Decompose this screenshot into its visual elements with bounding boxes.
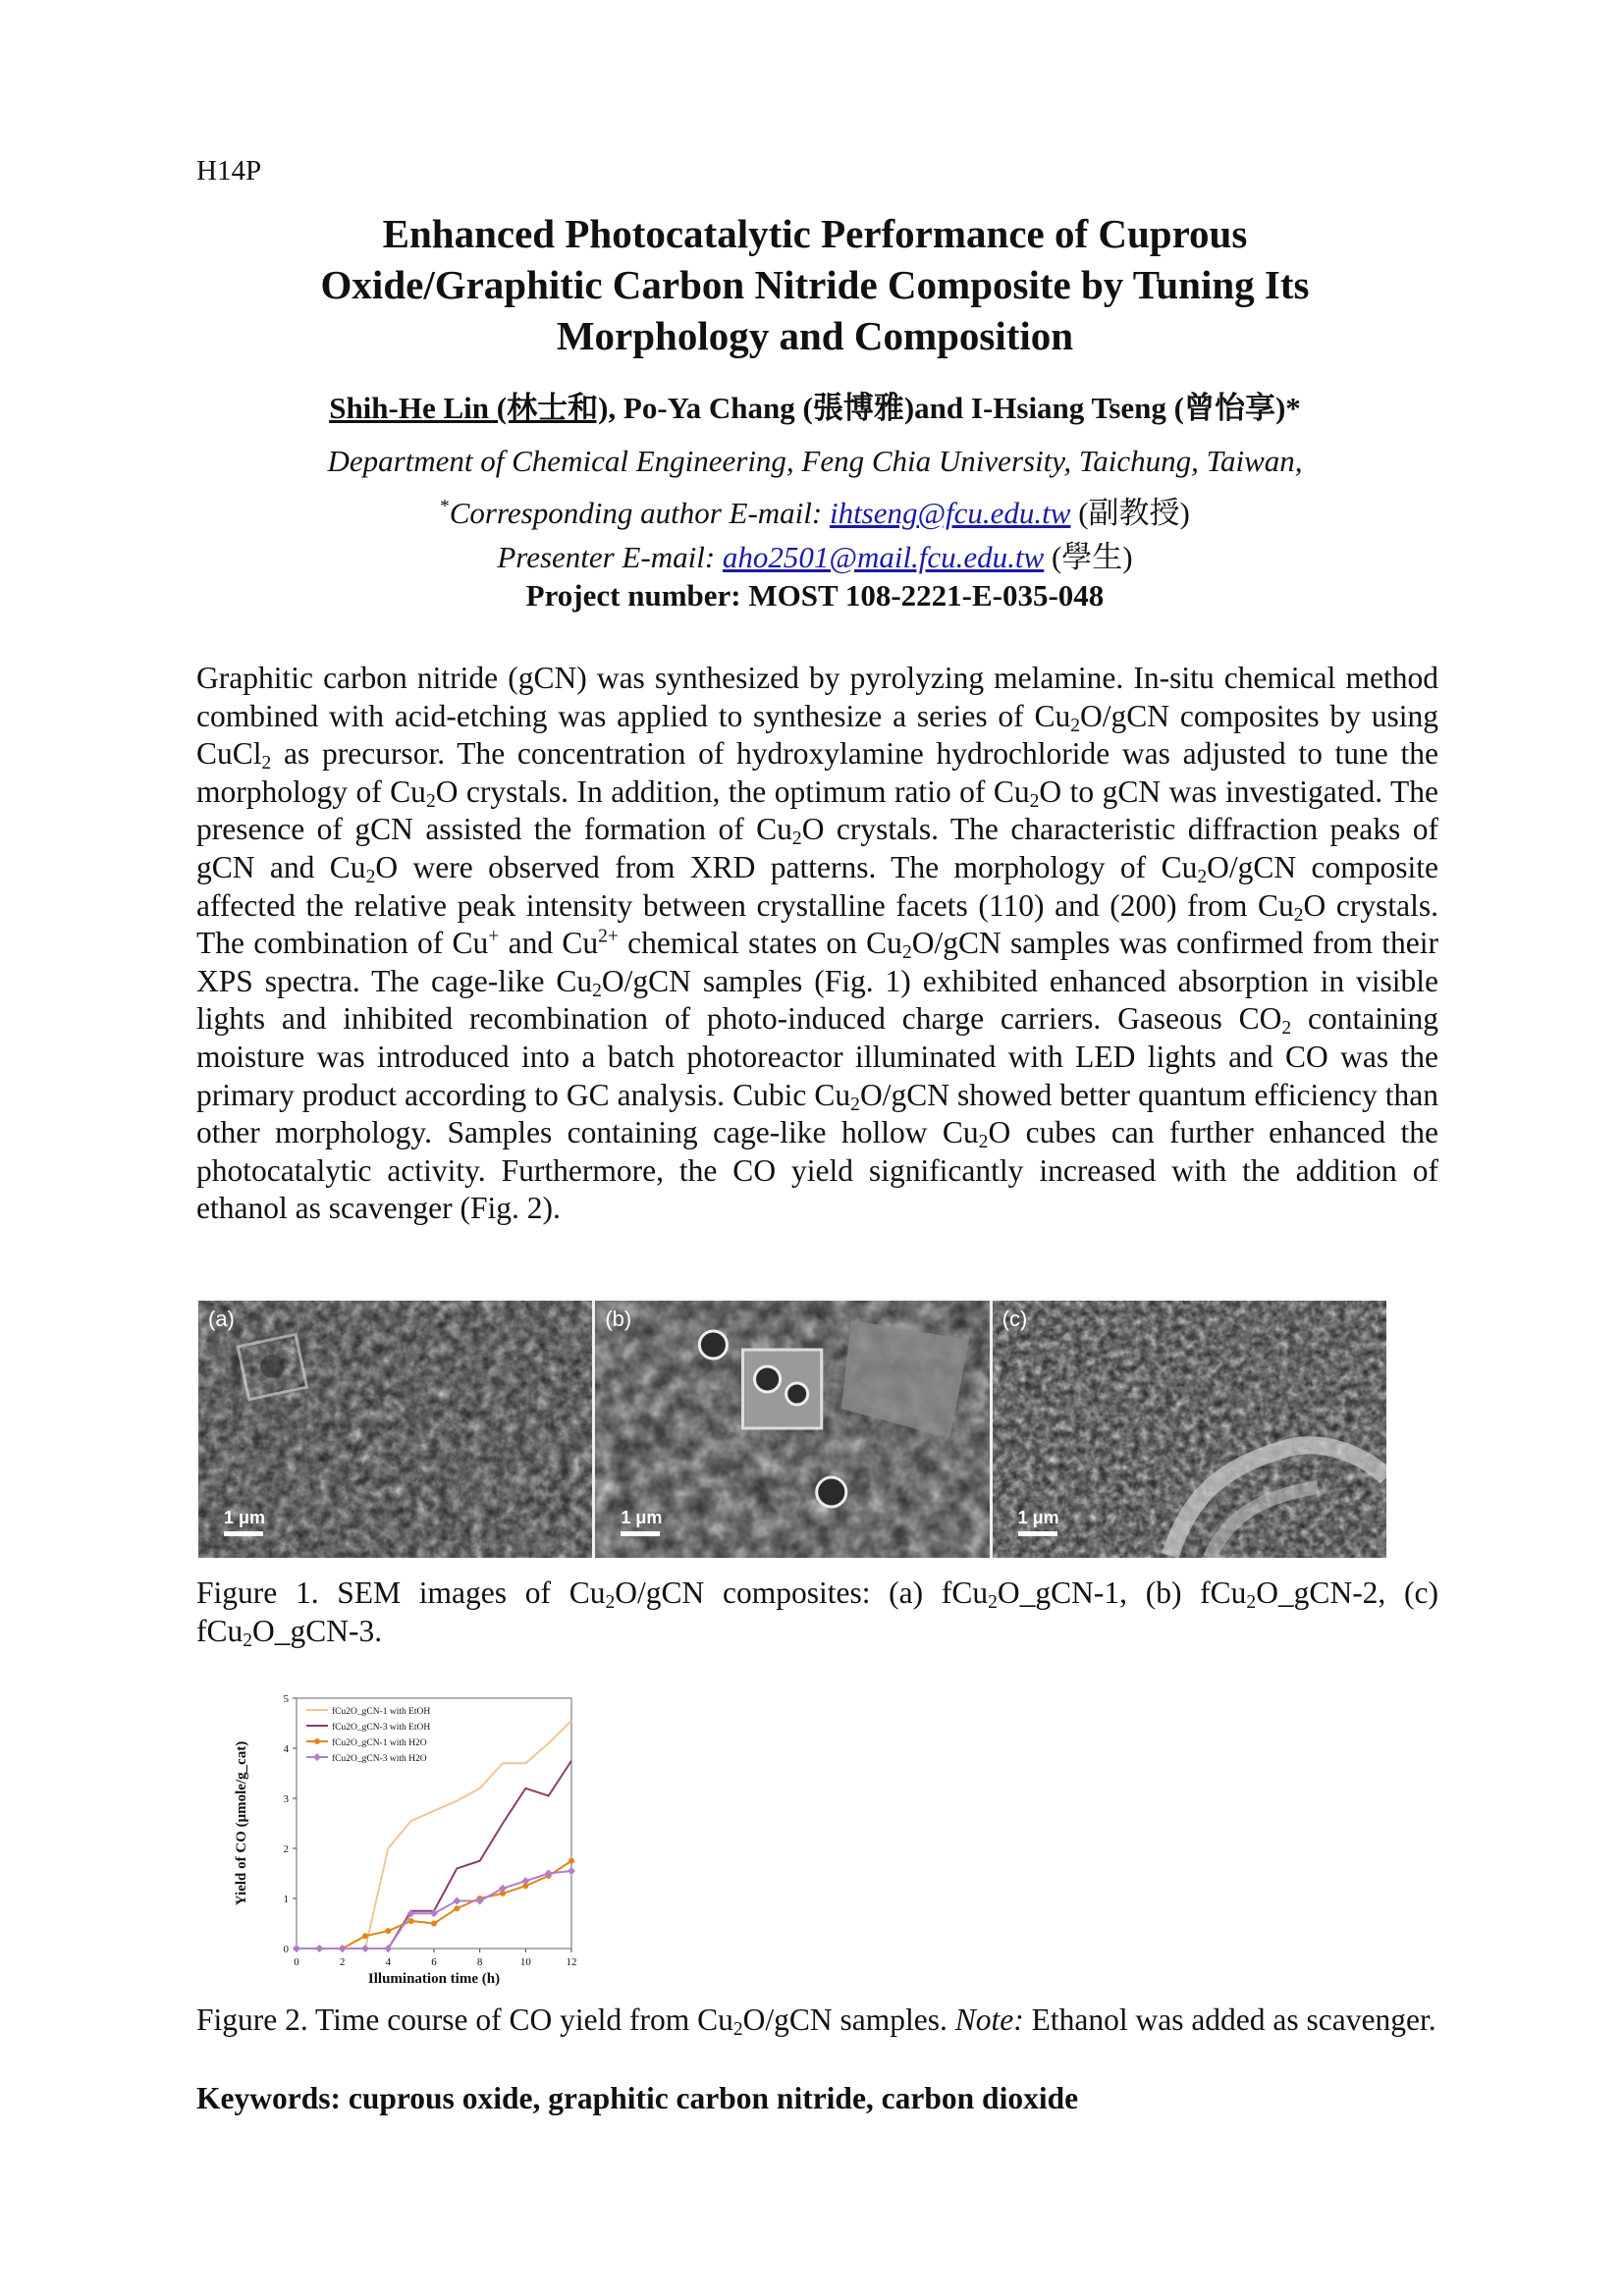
sem-panel-a	[198, 1301, 595, 1558]
data-point	[315, 1945, 323, 1952]
subscript: 2	[1246, 1591, 1257, 1613]
abstract-text: O to gCN was investigated. The presence of gCN assisted the formation of Cu	[196, 774, 1438, 847]
legend-marker	[314, 1738, 320, 1744]
caption-text: O/gCN samples.	[742, 2002, 955, 2037]
x-tick-label: 8	[476, 1956, 483, 1968]
subscript: 2	[850, 1094, 860, 1115]
keywords: Keywords: cuprous oxide, graphitic carbon nitride, carbon dioxide	[196, 2081, 1079, 2115]
legend-label: fCu2O_gCN-1 with H2O	[332, 1738, 427, 1748]
data-point	[339, 1945, 347, 1952]
data-point	[362, 1933, 368, 1939]
subscript: 2	[365, 866, 376, 887]
data-point	[568, 1858, 574, 1864]
presenter-label: Presenter E-mail:	[497, 540, 723, 574]
abstract-text: chemical states on Cu	[618, 926, 902, 961]
abstract-text: O cubes can further enhanced the photocatalytic activity. Furthermore, the CO yield significantly increased with the addition of ethanol as scavenger (Fig. 2).	[196, 1115, 1439, 1226]
y-tick-label: 2	[283, 1843, 289, 1855]
scale-bar-a: 1 μm	[224, 1508, 265, 1536]
figure-2-caption	[196, 2002, 1438, 2040]
corresponding-email-link[interactable]: ihtseng@fcu.edu.tw	[829, 496, 1071, 530]
title-line-3: Morphology and Composition	[556, 313, 1074, 358]
caption-text: O_gCN-2, (c) fCu	[196, 1575, 1438, 1648]
corresponding-role: (副教授)	[1070, 496, 1190, 530]
x-tick-label: 10	[519, 1956, 531, 1968]
sem-panel-c	[993, 1301, 1386, 1558]
abstract-text: O/gCN samples was confirmed from their XPS spectra. The cage-like Cu	[196, 926, 1438, 998]
paper-title	[196, 208, 1434, 361]
series-line	[297, 1861, 571, 1949]
subscript: 2	[791, 828, 802, 850]
panel-label-a: (a)	[208, 1307, 235, 1331]
legend-label: fCu2O_gCN-3 with H2O	[332, 1754, 427, 1764]
subscript: 2	[1070, 715, 1081, 736]
x-tick-label: 4	[385, 1956, 392, 1968]
subscript: 2	[1293, 904, 1304, 926]
presenting-author: Shih-He Lin (林士和),	[329, 391, 617, 425]
x-axis-label: Illumination time (h)	[367, 1971, 501, 1987]
data-point	[293, 1945, 300, 1952]
data-point	[499, 1885, 507, 1893]
abstract-text: O/gCN samples (Fig. 1) exhibited enhanced absorption in visible lights and inhibited recombination of photo-induced charge carriers. Gaseous CO	[196, 963, 1438, 1037]
title-line-2: Oxide/Graphitic Carbon Nitride Composite by Tuning Its	[320, 262, 1310, 307]
scale-bar-b: 1 μm	[621, 1508, 662, 1536]
data-point	[431, 1921, 437, 1927]
y-axis-label: Yield of CO (μmole/g_cat)	[234, 1740, 249, 1906]
data-point	[385, 1928, 391, 1934]
y-tick-label: 3	[283, 1793, 289, 1805]
caption-text: Figure 1. SEM images of Cu	[196, 1575, 606, 1610]
y-tick-label: 1	[283, 1894, 289, 1905]
series-line	[297, 1761, 571, 1949]
abstract-text: O/gCN showed better quantum efficiency than other morphology. Samples containing cage-like hollow Cu	[196, 1077, 1438, 1150]
abstract-text: O crystals. The characteristic diffraction peaks of gCN and Cu	[196, 812, 1438, 884]
subscript: 2	[592, 980, 602, 1001]
data-point	[568, 1867, 575, 1875]
abstract-text: Graphitic carbon nitride (gCN) was synthesized by pyrolyzing melamine. In-situ chemical method combined with acid-etching was applied to synthesize a series of Cu	[196, 661, 1438, 733]
paper-code: H14P	[196, 155, 262, 187]
subscript: 2	[988, 1591, 998, 1613]
caption-text: O/gCN composites: (a) fCu	[615, 1575, 989, 1610]
subscript: 2	[978, 1132, 989, 1152]
data-point	[361, 1945, 369, 1952]
subscript: 2	[261, 753, 272, 774]
data-point	[408, 1918, 414, 1924]
corresponding-label: Corresponding author E-mail:	[449, 496, 830, 530]
affiliation: Department of Chemical Engineering, Feng Chia University, Taichung, Taiwan,	[327, 444, 1303, 478]
caption-note-label: Note:	[954, 2002, 1024, 2037]
co-yield-chart	[218, 1688, 591, 1988]
subscript: 2	[425, 790, 436, 812]
x-tick-label: 6	[431, 1956, 437, 1968]
subscript: 2	[901, 942, 912, 964]
y-tick-label: 5	[283, 1693, 289, 1705]
abstract-text: O/gCN composite affected the relative peak intensity between crystalline facets (110) and (200) from Cu	[196, 849, 1438, 923]
abstract-text: O crystals. The combination of Cu	[196, 887, 1438, 961]
caption-text: O_gCN-3.	[252, 1613, 383, 1648]
abstract-text: O crystals. In addition, the optimum ratio of Cu	[435, 774, 1030, 809]
project-number: Project number: MOST 108-2221-E-035-048	[525, 578, 1105, 613]
caption-text: Figure 2. Time course of CO yield from Cu	[196, 2002, 733, 2037]
superscript: 2+	[598, 926, 619, 947]
x-tick-label: 2	[339, 1956, 346, 1968]
corresponding-author-line	[196, 488, 1434, 532]
abstract-text: O/gCN composites by using CuCl	[196, 698, 1438, 772]
abstract-text: and Cu	[499, 926, 599, 961]
abstract-paragraph	[196, 660, 1438, 1228]
x-tick-label: 12	[566, 1956, 577, 1968]
figure-1-caption	[196, 1575, 1438, 1650]
scale-bar-c: 1 μm	[1018, 1508, 1059, 1536]
subscript: 2	[1281, 1018, 1292, 1040]
abstract-text: containing moisture was introduced into a batch photoreactor illuminated with LED lights and CO was the primary product according to GC analysis. Cubic Cu	[196, 1001, 1438, 1112]
presenter-email-link[interactable]: aho2501@mail.fcu.edu.tw	[722, 540, 1045, 574]
abstract-text: O were observed from XRD patterns. The morphology of Cu	[375, 849, 1198, 884]
legend-label: fCu2O_gCN-1 with EtOH	[332, 1707, 431, 1717]
subscript: 2	[243, 1629, 253, 1651]
co-authors: Po-Ya Chang (張博雅)and I-Hsiang Tseng (曾怡享)*	[616, 391, 1301, 425]
legend-label: fCu2O_gCN-3 with EtOH	[332, 1723, 431, 1733]
subscript: 2	[1197, 866, 1208, 887]
presenter-line	[196, 532, 1434, 576]
x-tick-label: 0	[294, 1956, 299, 1968]
data-point	[453, 1897, 460, 1905]
subscript: 2	[732, 2018, 743, 2040]
sem-panel-b	[595, 1301, 992, 1558]
panel-label-c: (c)	[1001, 1307, 1028, 1331]
subscript: 2	[605, 1591, 616, 1613]
author-list	[196, 383, 1434, 427]
y-tick-label: 4	[283, 1743, 289, 1755]
corresponding-marker: *	[440, 496, 450, 517]
sem-figure	[198, 1301, 1386, 1558]
panel-label-b: (b)	[605, 1307, 632, 1331]
title-line-1: Enhanced Photocatalytic Performance of Cuprous	[382, 211, 1248, 256]
abstract-text: as precursor. The concentration of hydroxylamine hydrochloride was adjusted to tune the morphology of Cu	[196, 736, 1438, 809]
data-point	[454, 1905, 460, 1911]
legend-marker	[313, 1753, 321, 1761]
superscript: +	[488, 926, 500, 947]
y-tick-label: 0	[283, 1944, 289, 1955]
subscript: 2	[1029, 790, 1040, 812]
presenter-role: (學生)	[1044, 540, 1133, 574]
caption-text: O_gCN-1, (b) fCu	[997, 1575, 1247, 1610]
caption-text: Ethanol was added as scavenger.	[1023, 2002, 1436, 2037]
